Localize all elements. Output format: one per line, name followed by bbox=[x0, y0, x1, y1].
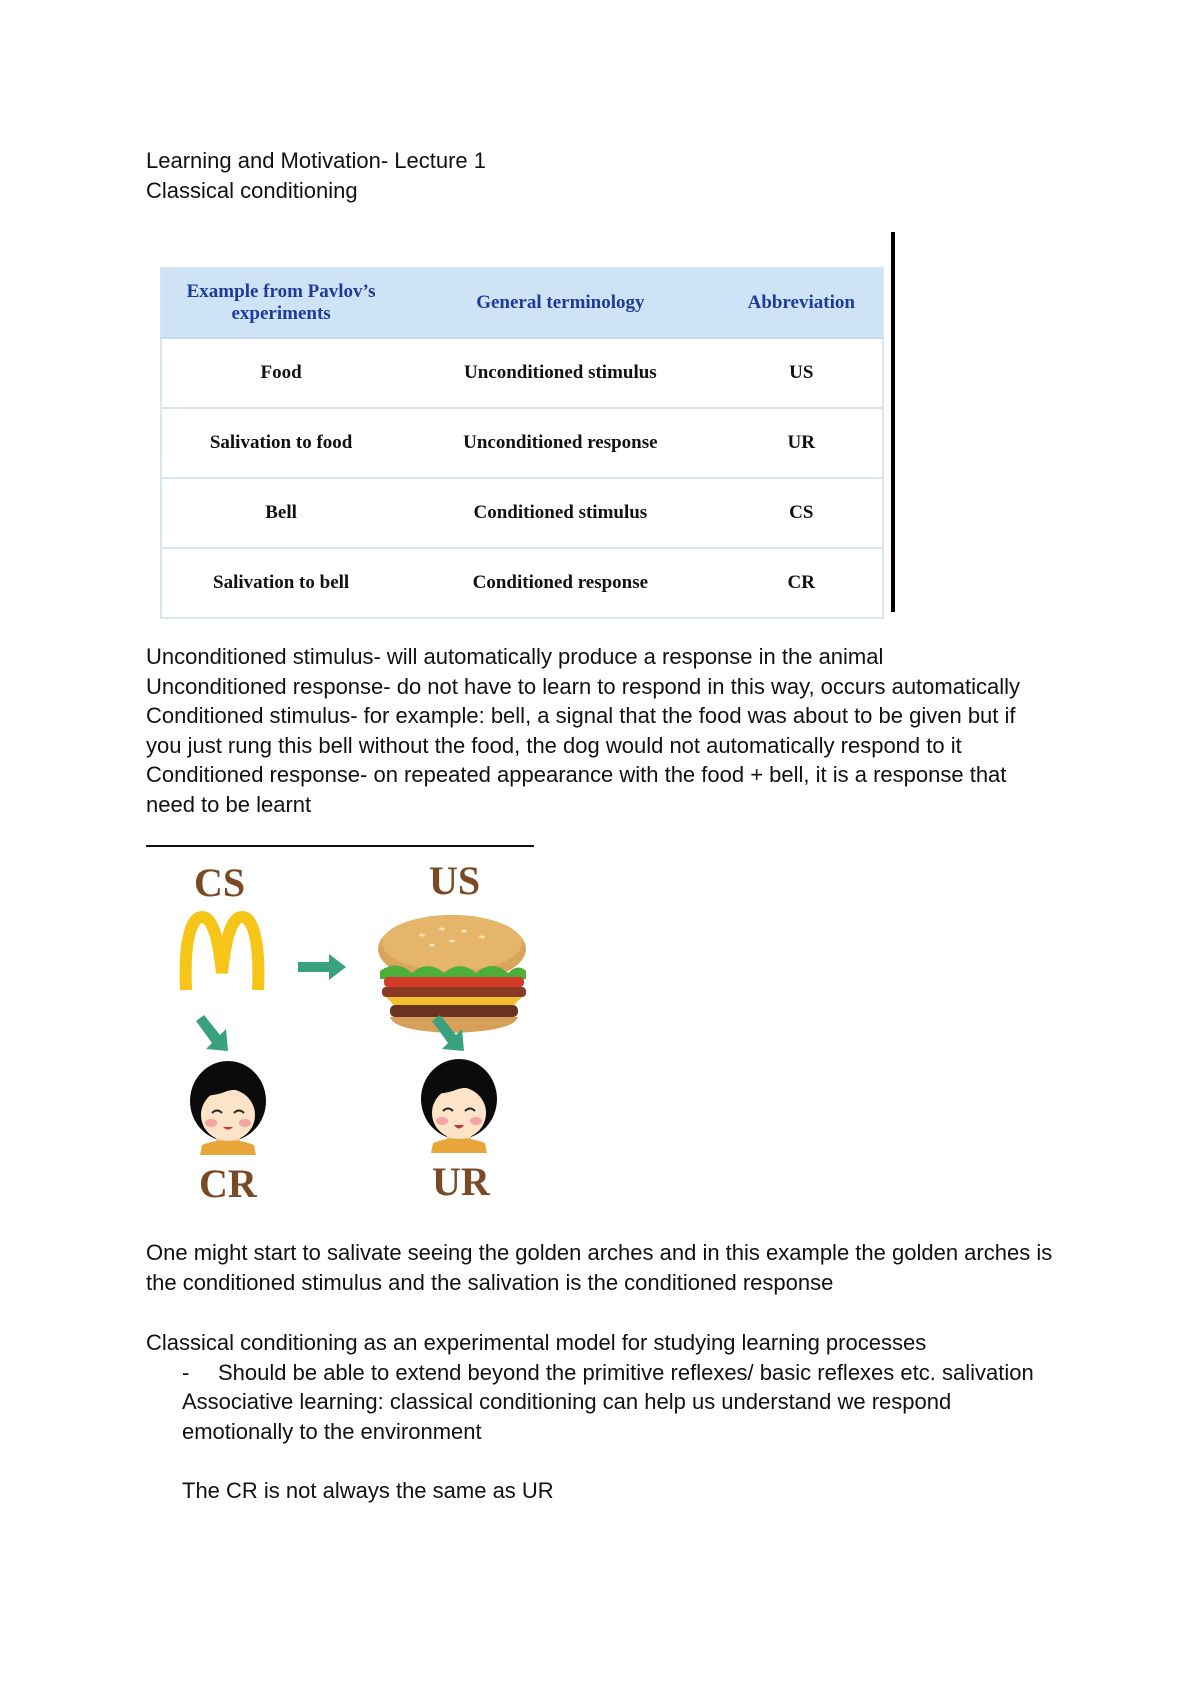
bullet-marker: - bbox=[182, 1359, 190, 1385]
model-section bbox=[146, 1328, 1034, 1506]
diagram-graphics bbox=[146, 845, 536, 1205]
table-cell: Food bbox=[161, 338, 400, 408]
table-header-abbreviation: Abbreviation bbox=[721, 268, 883, 338]
conditioning-diagram bbox=[146, 845, 536, 1205]
label-cr: CR bbox=[199, 1161, 257, 1206]
text-line: you just rung this bell without the food, the dog would not automatically respond to it bbox=[146, 732, 962, 758]
arrow-icon bbox=[298, 954, 346, 980]
table-cell: Conditioned stimulus bbox=[400, 478, 720, 548]
text-line: Conditioned response- on repeated appearance with the food + bell, it is a response that bbox=[146, 762, 1007, 788]
arrow-icon bbox=[196, 1015, 228, 1051]
table-cell: CS bbox=[721, 478, 883, 548]
bullet-text: Should be able to extend beyond the primitive reflexes/ basic reflexes etc. salivation bbox=[218, 1359, 1034, 1385]
page-header bbox=[146, 146, 486, 206]
text-line: the conditioned stimulus and the salivation is the conditioned response bbox=[146, 1269, 834, 1295]
table-row bbox=[161, 548, 883, 618]
table-cell: US bbox=[721, 338, 883, 408]
table-cell: Salivation to bell bbox=[161, 548, 400, 618]
bullet-item bbox=[146, 1358, 1034, 1388]
table-cell: UR bbox=[721, 408, 883, 478]
table-row bbox=[161, 478, 883, 548]
table-cell: CR bbox=[721, 548, 883, 618]
text-line: emotionally to the environment bbox=[182, 1418, 482, 1444]
table-row bbox=[161, 338, 883, 408]
definitions-paragraph bbox=[146, 642, 1020, 820]
text-line: Conditioned stimulus- for example: bell, a signal that the food was about to be given but if bbox=[146, 703, 1016, 729]
vertical-rule bbox=[891, 232, 895, 612]
burger-icon bbox=[378, 915, 526, 1033]
table-cell: Unconditioned response bbox=[400, 408, 720, 478]
table-header-row bbox=[161, 268, 883, 338]
terminology-table bbox=[160, 267, 884, 619]
table-row bbox=[161, 408, 883, 478]
table-cell: Bell bbox=[161, 478, 400, 548]
girl-face-icon bbox=[421, 1059, 497, 1153]
text-line: One might start to salivate seeing the golden arches and in this example the golden arches is bbox=[146, 1240, 1053, 1265]
golden-arches-icon bbox=[186, 917, 259, 990]
label-us: US bbox=[429, 858, 481, 903]
page-subtitle: Classical conditioning bbox=[146, 178, 358, 203]
girl-face-icon bbox=[190, 1061, 266, 1155]
label-cs: CS bbox=[194, 860, 246, 905]
note-line: The CR is not always the same as UR bbox=[182, 1477, 554, 1503]
page-title: Learning and Motivation- Lecture 1 bbox=[146, 148, 486, 173]
spacer bbox=[146, 1446, 1034, 1476]
table-header-example: Example from Pavlov’s experiments bbox=[161, 268, 400, 338]
table-cell: Conditioned response bbox=[400, 548, 720, 618]
table-cell: Unconditioned stimulus bbox=[400, 338, 720, 408]
example-paragraph bbox=[146, 1238, 1052, 1297]
table-cell: Salivation to food bbox=[161, 408, 400, 478]
text-line: Unconditioned stimulus- will automatically produce a response in the animal bbox=[146, 644, 884, 669]
table-header-terminology: General terminology bbox=[400, 268, 720, 338]
text-line: Associative learning: classical conditioning can help us understand we respond bbox=[182, 1389, 952, 1415]
terminology-table-wrap bbox=[160, 267, 884, 619]
label-ur: UR bbox=[432, 1159, 490, 1204]
text-line: need to be learnt bbox=[146, 791, 312, 817]
text-line: Unconditioned response- do not have to learn to respond in this way, occurs automatically bbox=[146, 673, 1020, 699]
section-heading: Classical conditioning as an experimental model for studying learning processes bbox=[146, 1330, 927, 1355]
